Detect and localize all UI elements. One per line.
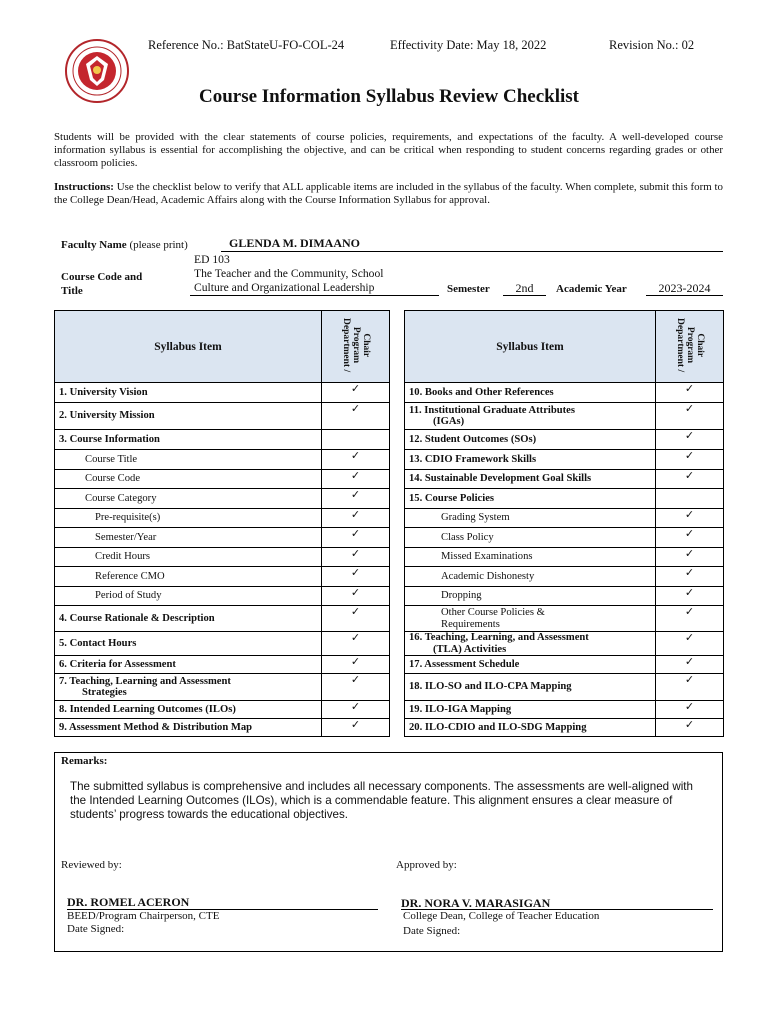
- reviewer-signature-line[interactable]: [67, 895, 378, 910]
- faculty-name-label: Faculty Name (please print): [61, 239, 188, 251]
- approver-signature-line[interactable]: [401, 896, 713, 910]
- remarks-box: [54, 752, 723, 952]
- check-mark[interactable]: ✓: [322, 632, 390, 656]
- revision-number: Revision No.: 02: [609, 38, 695, 52]
- check-mark[interactable]: ✓: [322, 403, 390, 430]
- check-mark[interactable]: ✓: [656, 470, 724, 489]
- syllabus-item-header: Syllabus Item: [405, 311, 656, 383]
- check-mark[interactable]: ✓: [656, 656, 724, 674]
- reviewer-date-signed: Date Signed:: [67, 923, 125, 935]
- item-assessment-method: 9. Assessment Method & Distribution Map: [55, 719, 322, 737]
- course-title-field[interactable]: [190, 281, 439, 296]
- item-ilo-cdio-sdg-mapping: 20. ILO-CDIO and ILO-SDG Mapping: [405, 719, 656, 737]
- item-reference-cmo: Reference CMO: [55, 567, 322, 587]
- item-teaching-learning-strategies: 7. Teaching, Learning and Assessment Strategies: [55, 674, 322, 701]
- syllabus-item-header: Syllabus Item: [55, 311, 322, 383]
- approver-date-signed: Date Signed:: [403, 925, 461, 937]
- approver-title: College Dean, College of Teacher Education: [403, 910, 600, 922]
- item-university-mission: 2. University Mission: [55, 403, 322, 430]
- item-ilo-so-mapping: 18. ILO-SO and ILO-CPA Mapping: [405, 674, 656, 701]
- item-criteria-assessment: 6. Criteria for Assessment: [55, 656, 322, 674]
- check-mark[interactable]: ✓: [656, 587, 724, 606]
- item-missed-examinations: Missed Examinations: [405, 548, 656, 567]
- check-mark[interactable]: ✓: [322, 587, 390, 606]
- check-mark[interactable]: ✓: [656, 719, 724, 737]
- course-title-line-2: Culture and Organizational Leadership: [194, 281, 375, 294]
- check-mark[interactable]: ✓: [656, 567, 724, 587]
- faculty-name-value: GLENDA M. DIMAANO: [229, 236, 360, 250]
- item-course-category: Course Category: [55, 489, 322, 509]
- remarks-text[interactable]: The submitted syllabus is comprehensive and includes all necessary components. The assessments are well-aligned with the Intended Learning Outcomes (ILOs), which is a commendable feature. This alignment ensures a clear measure of students’ progress towards the educational objectives.: [70, 780, 693, 821]
- check-mark[interactable]: ✓: [656, 701, 724, 719]
- remarks-label: Remarks:: [61, 755, 108, 767]
- item-university-vision: 1. University Vision: [55, 383, 322, 403]
- check-mark[interactable]: ✓: [322, 383, 390, 403]
- item-course-rationale: 4. Course Rationale & Description: [55, 606, 322, 632]
- course-title-line-1: The Teacher and the Community, School: [194, 267, 384, 280]
- course-code-title-label: Course Code and Title: [61, 271, 143, 297]
- item-cdio-framework: 13. CDIO Framework Skills: [405, 450, 656, 470]
- approved-by-label: Approved by:: [396, 859, 457, 871]
- reference-number: Reference No.: BatStateU-FO-COL-24: [148, 38, 345, 52]
- item-credit-hours: Credit Hours: [55, 548, 322, 567]
- faculty-name-field[interactable]: [221, 236, 723, 252]
- effectivity-date: Effectivity Date: May 18, 2022: [390, 38, 547, 52]
- item-other-policies: Other Course Policies & Requirements: [405, 606, 656, 632]
- item-course-policies: 15. Course Policies: [405, 489, 656, 509]
- department-chair-header: Department / Program Chair: [656, 311, 724, 383]
- approver-name: DR. NORA V. MARASIGAN: [401, 896, 551, 910]
- instructions-text: Use the checklist below to verify that ALL applicable items are included in the syllabus of the faculty. When complete, submit this form to the College Dean/Head, Academic Affairs along with the Course Information Syllabus for approval.: [54, 181, 723, 206]
- check-mark[interactable]: ✓: [322, 567, 390, 587]
- item-prerequisites: Pre-requisite(s): [55, 509, 322, 528]
- item-ilo-iga-mapping: 19. ILO-IGA Mapping: [405, 701, 656, 719]
- check-mark[interactable]: ✓: [322, 674, 390, 701]
- item-academic-dishonesty: Academic Dishonesty: [405, 567, 656, 587]
- check-mark[interactable]: ✓: [656, 450, 724, 470]
- item-class-policy: Class Policy: [405, 528, 656, 548]
- check-mark[interactable]: ✓: [322, 606, 390, 632]
- empty-mark-cell[interactable]: [322, 430, 390, 450]
- item-tla-activities: 16. Teaching, Learning, and Assessment (TLA) Activities: [405, 632, 656, 656]
- check-mark[interactable]: ✓: [322, 656, 390, 674]
- department-chair-header: Department / Program Chair: [322, 311, 390, 383]
- item-grading-system: Grading System: [405, 509, 656, 528]
- check-mark[interactable]: ✓: [322, 548, 390, 567]
- check-mark[interactable]: ✓: [656, 509, 724, 528]
- item-semester-year: Semester/Year: [55, 528, 322, 548]
- item-sustainable-development: 14. Sustainable Development Goal Skills: [405, 470, 656, 489]
- item-course-title: Course Title: [55, 450, 322, 470]
- check-mark[interactable]: ✓: [656, 528, 724, 548]
- checklist-table-right: [404, 310, 724, 737]
- intro-paragraph: Students will be provided with the clear statements of course policies, requirements, and expectations of the faculty. A well-developed course information syllabus is essential for accomplishing the objective, and can be critical when responding to student concerns regarding grades or other classroom policies.: [54, 131, 723, 169]
- item-course-information: 3. Course Information: [55, 430, 322, 450]
- check-mark[interactable]: ✓: [322, 470, 390, 489]
- reviewed-by-label: Reviewed by:: [61, 859, 122, 871]
- reviewer-name: DR. ROMEL ACERON: [67, 895, 190, 909]
- check-mark[interactable]: ✓: [656, 548, 724, 567]
- check-mark[interactable]: ✓: [322, 509, 390, 528]
- item-intended-learning-outcomes: 8. Intended Learning Outcomes (ILOs): [55, 701, 322, 719]
- check-mark[interactable]: ✓: [656, 403, 724, 430]
- academic-year-label: Academic Year: [556, 283, 627, 295]
- reviewer-title: BEED/Program Chairperson, CTE: [67, 910, 220, 922]
- checklist-table-left: [54, 310, 390, 737]
- academic-year-value[interactable]: 2023-2024: [646, 281, 723, 296]
- check-mark[interactable]: ✓: [656, 430, 724, 450]
- item-dropping: Dropping: [405, 587, 656, 606]
- check-mark[interactable]: ✓: [322, 450, 390, 470]
- item-books-references: 10. Books and Other References: [405, 383, 656, 403]
- item-contact-hours: 5. Contact Hours: [55, 632, 322, 656]
- check-mark[interactable]: ✓: [322, 701, 390, 719]
- check-mark[interactable]: ✓: [322, 719, 390, 737]
- check-mark[interactable]: ✓: [322, 489, 390, 509]
- course-code-value: ED 103: [194, 253, 230, 266]
- semester-label: Semester: [447, 283, 490, 295]
- item-student-outcomes: 12. Student Outcomes (SOs): [405, 430, 656, 450]
- item-period-of-study: Period of Study: [55, 587, 322, 606]
- check-mark[interactable]: ✓: [656, 383, 724, 403]
- instructions-paragraph: [54, 181, 723, 207]
- item-institutional-graduate-attributes: 11. Institutional Graduate Attributes (IGAs): [405, 403, 656, 430]
- instructions-label: Instructions:: [54, 181, 114, 193]
- check-mark[interactable]: ✓: [656, 632, 724, 656]
- check-mark[interactable]: ✓: [656, 606, 724, 632]
- check-mark[interactable]: ✓: [656, 674, 724, 701]
- check-mark[interactable]: ✓: [322, 528, 390, 548]
- empty-mark-cell[interactable]: [656, 489, 724, 509]
- document-title: Course Information Syllabus Review Checklist: [198, 86, 579, 107]
- item-assessment-schedule: 17. Assessment Schedule: [405, 656, 656, 674]
- semester-value[interactable]: 2nd: [503, 281, 546, 296]
- item-course-code: Course Code: [55, 470, 322, 489]
